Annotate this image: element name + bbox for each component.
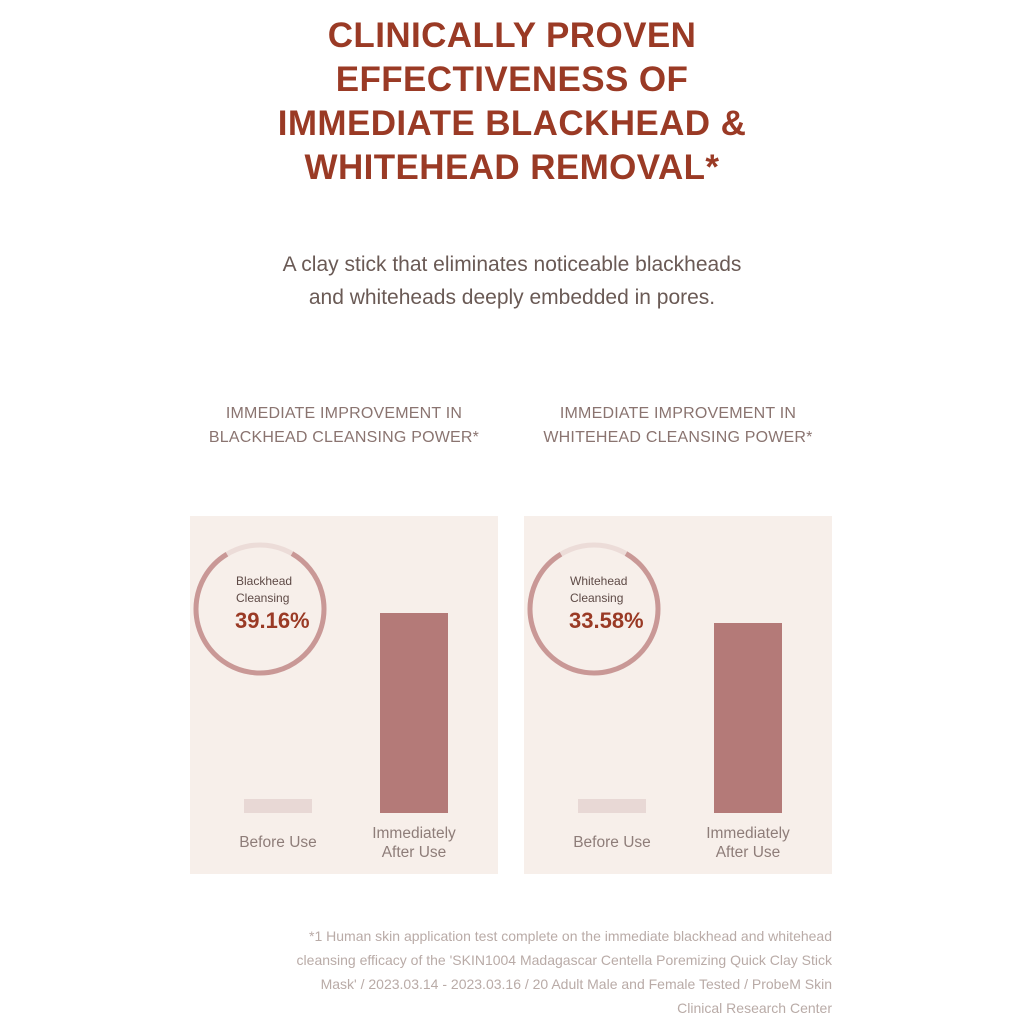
footnote-line: Mask' / 2023.03.14 - 2023.03.16 / 20 Adult Male and Female Tested / ProbeM Skin	[320, 976, 832, 992]
bar-before-use	[244, 799, 312, 813]
bar-after-use	[714, 623, 782, 813]
title-line: EFFECTIVENESS OF	[335, 60, 689, 99]
footnote	[180, 924, 832, 1020]
chart-heading-line: IMMEDIATE IMPROVEMENT IN	[559, 405, 797, 422]
bar-after-use	[380, 613, 448, 813]
whitehead-bar-chart	[524, 516, 832, 874]
title-line: IMMEDIATE BLACKHEAD &	[277, 104, 747, 143]
blackhead-chart-heading	[174, 402, 514, 450]
badge-percent-value: 33.58%	[569, 608, 644, 633]
chart-heading-line: WHITEHEAD CLEANSING POWER*	[543, 429, 813, 446]
blackhead-chart-panel	[190, 516, 498, 874]
title-line: CLINICALLY PROVEN	[327, 16, 697, 55]
badge-label: Whitehead	[570, 574, 628, 588]
footnote-line: Clinical Research Center	[677, 1000, 832, 1016]
footnote-line: *1 Human skin application test complete on the immediate blackhead and whitehead	[309, 928, 832, 944]
chart-heading-line: BLACKHEAD CLEANSING POWER*	[208, 429, 480, 446]
title-line: WHITEHEAD REMOVAL*	[304, 148, 720, 187]
badge-label: Blackhead	[236, 574, 293, 588]
chart-heading-line: IMMEDIATE IMPROVEMENT IN	[225, 405, 463, 422]
whitehead-chart-panel	[524, 516, 832, 874]
blackhead-bar-chart	[190, 516, 498, 874]
category-label: After Use	[715, 844, 781, 861]
category-label: Immediately	[372, 825, 456, 842]
page-title	[0, 14, 1024, 190]
footnote-line: cleansing efficacy of the 'SKIN1004 Madagascar Centella Poremizing Quick Clay Stick	[296, 952, 832, 968]
category-label: After Use	[381, 844, 447, 861]
subtitle-line: and whiteheads deeply embedded in pores.	[308, 286, 716, 309]
badge-label: Cleansing	[236, 591, 290, 605]
badge-percent-value: 39.16%	[235, 608, 310, 633]
subtitle-line: A clay stick that eliminates noticeable blackheads	[282, 253, 742, 276]
category-label: Before Use	[239, 834, 317, 851]
whitehead-chart-heading	[508, 402, 848, 450]
category-label: Before Use	[573, 834, 651, 851]
page-subtitle	[0, 248, 1024, 314]
category-label: Immediately	[706, 825, 790, 842]
bar-before-use	[578, 799, 646, 813]
badge-label: Cleansing	[570, 591, 624, 605]
